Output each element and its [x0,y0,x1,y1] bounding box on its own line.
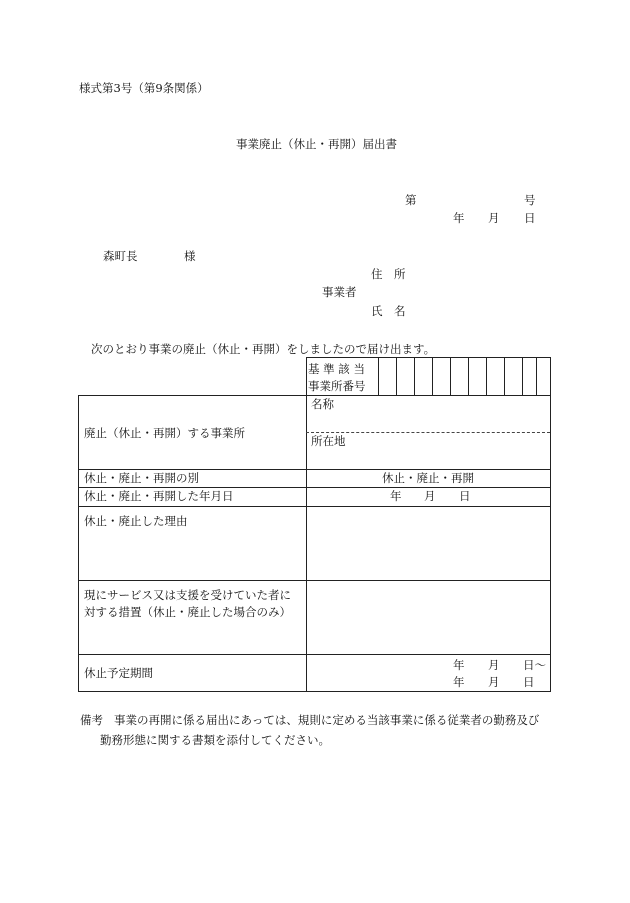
code-label-line1: 基 準 該 当 [308,362,365,376]
code-digit-divider [414,357,415,395]
code-digit-divider [450,357,451,395]
date-day: 日 [524,211,536,225]
code-box-top [306,357,551,358]
code-box-left [306,357,307,395]
table-left-border [78,395,79,691]
applicant-role: 事業者 [322,285,357,299]
note-line1: 事業の再開に係る届出にあっては、規則に定める当該事業に係る従業者の勤務及び [114,713,540,727]
code-digit-divider [486,357,487,395]
code-label-line2: 事業所番号 [308,378,366,393]
facility-location-label: 所在地 [311,434,346,448]
addressee-name: 森町長 [103,249,138,263]
row-line-4 [78,506,551,507]
code-box-right [550,357,551,395]
period-end-day: 日 [523,675,535,689]
facility-name-label: 名称 [311,397,334,411]
date-row-month: 月 [424,489,436,503]
code-digit-divider [396,357,397,395]
applicant-name-label: 氏 名 [371,304,406,318]
row-line-7 [78,691,551,692]
date-row-label: 休止・廃止・再開した年月日 [84,489,234,503]
doc-number-suffix: 号 [524,193,536,207]
code-digit-divider [536,357,537,395]
row-line-6 [78,654,551,655]
period-row-label: 休止予定期間 [84,666,153,680]
note-line2: 勤務形態に関する書類を添付してください。 [100,733,330,747]
applicant-address-label: 住 所 [371,267,406,281]
intro-text: 次のとおり事業の廃止（休止・再開）をしましたので届け出ます。 [91,342,436,356]
period-end-month: 月 [488,675,500,689]
measures-row-label-line2: 対する措置（休止・廃止した場合のみ） [84,605,291,619]
reason-row-label: 休止・廃止した理由 [84,514,188,528]
code-digit-divider [468,357,469,395]
date-month: 月 [488,211,500,225]
period-start-year: 年 [453,658,465,672]
period-start-month: 月 [488,658,500,672]
date-row-day: 日 [459,489,471,503]
doc-number-prefix: 第 [405,193,417,207]
type-row-value: 休止・廃止・再開 [382,471,474,485]
period-end-year: 年 [453,675,465,689]
addressee-honorific: 様 [184,249,196,263]
code-digit-divider [522,357,523,395]
form-number: 様式第3号（第9条関係） [79,81,209,95]
date-row-year: 年 [390,489,402,503]
period-start-day: 日～ [523,658,546,672]
row-line-5 [78,580,551,581]
table-right-border [550,395,551,691]
code-label [308,361,366,394]
measures-row-label-line1: 現にサービス又は支援を受けていた者に [84,588,291,602]
date-year: 年 [453,211,465,225]
document-title: 事業廃止（休止・再開）届出書 [236,137,397,151]
code-digit-divider [378,357,379,395]
facility-row-label: 廃止（休止・再開）する事業所 [84,426,245,440]
type-row-label: 休止・廃止・再開の別 [84,471,199,485]
note-label: 備考 [80,713,103,727]
table-middle-border [306,395,307,691]
code-digit-divider [432,357,433,395]
code-digit-divider [504,357,505,395]
